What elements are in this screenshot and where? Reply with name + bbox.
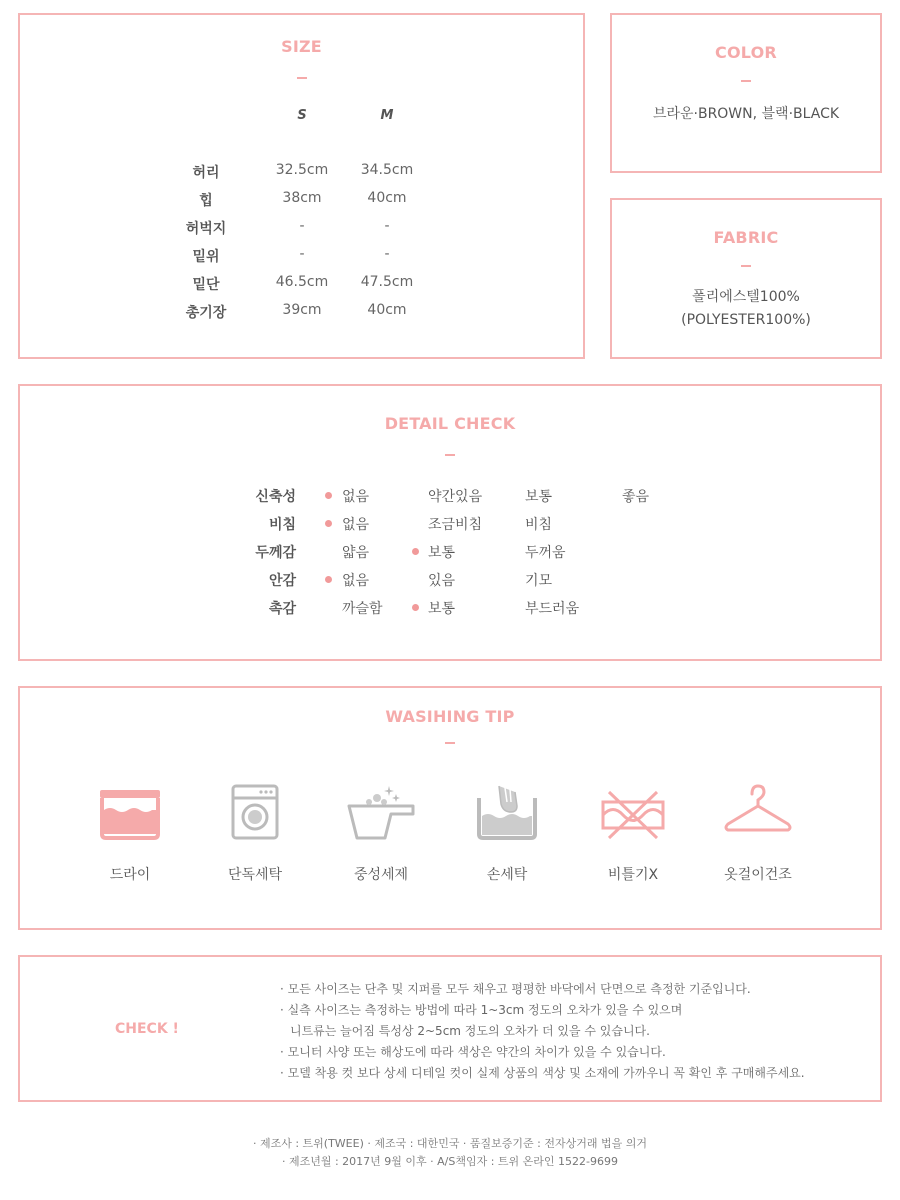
check-note: 니트류는 늘어짐 특성상 2~5cm 정도의 오차가 더 있을 수 있습니다. [290,1024,650,1038]
size-value-m: - [384,218,390,234]
color-section [610,13,882,173]
detail-option: 부드러움 [525,601,580,617]
detail-option: 두꺼움 [525,545,566,561]
size-row [20,162,583,190]
hand-wash-icon [467,784,547,844]
size-title: SIZE [281,37,322,56]
size-value-m: 34.5cm [360,162,414,178]
size-row-label: 힙 [199,193,213,209]
size-value-s: - [299,246,305,262]
check-note: · 실측 사이즈는 측정하는 방법에 따라 1~3cm 정도의 오차가 있을 수 있으며 [280,1003,683,1017]
size-row [20,218,583,246]
size-value-s: 46.5cm [275,274,329,290]
check-note: · 모든 사이즈는 단추 및 지퍼를 모두 채우고 평평한 바닥에서 단면으로 측정한 기준입니다. [280,982,751,996]
detail-option: 보통 [428,601,456,617]
size-section [18,13,585,359]
size-row-label: 총기장 [185,305,227,321]
detail-row-texture [20,598,880,626]
detail-row-lining [20,570,880,598]
detail-option: 비침 [525,517,553,533]
size-value-s: 32.5cm [275,162,329,178]
selected-dot-icon [412,548,419,555]
size-row [20,302,583,330]
washing-tip-title-dash [445,742,455,744]
size-row-label: 밑위 [192,249,220,265]
check-note: · 모니터 사양 또는 해상도에 따라 색상은 약간의 차이가 있을 수 있습니다. [280,1045,666,1059]
detail-row-label: 안감 [268,573,296,589]
size-row-label: 밑단 [192,277,220,293]
fabric-title-dash [741,265,751,267]
detail-row-label: 두께감 [255,545,296,561]
detail-option: 조금비침 [428,517,483,533]
wash-item-separate [200,784,310,894]
detail-option: 좋음 [622,489,650,505]
size-header-s: S [297,108,307,123]
footer-manufacturer-info: · 제조사 : 트위(TWEE) · 제조국 : 대한민국 · 품질보증기준 : 전자상거래 법을 의거 [252,1137,648,1150]
no-wring-icon [593,784,673,844]
check-note: · 모델 착용 컷 보다 상세 디테일 컷이 실제 상품의 색상 및 소재에 가까우니 꼭 확인 후 구매해주세요. [280,1066,805,1080]
size-value-m: 47.5cm [360,274,414,290]
wash-label: 비틀기X [607,867,659,883]
dry-clean-icon [90,784,170,844]
selected-dot-icon [325,492,332,499]
wash-item-detergent [326,784,436,894]
selected-dot-icon [325,576,332,583]
detail-option: 보통 [428,545,456,561]
size-value-s: 38cm [282,190,322,206]
wash-label: 단독세탁 [227,867,283,883]
detail-check-title: DETAIL CHECK [384,414,516,433]
wash-item-hanger [703,784,813,894]
detail-check-title-dash [445,454,455,456]
wash-label: 중성세제 [353,867,409,883]
size-value-s: - [299,218,305,234]
detail-option: 까슬함 [342,601,383,617]
hanger-icon [718,784,798,844]
selected-dot-icon [325,520,332,527]
detail-check-section [18,384,882,661]
size-row [20,274,583,302]
detail-row-sheer [20,514,880,542]
detail-row-label: 비침 [268,517,296,533]
size-header-m: M [380,108,394,123]
neutral-detergent-icon [341,784,421,844]
detail-row-label: 촉감 [268,601,296,617]
detail-row-thickness [20,542,880,570]
footer-date-as-info: · 제조년월 : 2017년 9월 이후 · A/S책임자 : 트위 온라인 1522-9699 [281,1155,619,1168]
color-value: 브라운·BROWN, 블랙·BLACK [652,106,840,122]
fabric-title: FABRIC [713,228,779,247]
wash-item-dry [75,784,185,894]
size-value-s: 39cm [282,302,322,318]
detail-option: 보통 [525,489,553,505]
detail-option: 있음 [428,573,456,589]
wash-label: 드라이 [109,867,151,883]
size-title-dash [297,77,307,79]
color-title: COLOR [715,43,777,62]
size-value-m: 40cm [367,190,407,206]
detail-row-label: 신축성 [255,489,296,505]
detail-option: 없음 [342,573,370,589]
size-value-m: 40cm [367,302,407,318]
fabric-value-line1: 폴리에스텔100% [692,289,800,305]
wash-item-handwash [452,784,562,894]
washing-tip-title: WASIHING TIP [385,707,515,726]
selected-dot-icon [412,604,419,611]
check-title: CHECK ! [115,1021,179,1037]
size-value-m: - [384,246,390,262]
check-section [18,955,882,1102]
size-row-label: 허리 [192,165,220,181]
fabric-section [610,198,882,359]
fabric-value-line2: (POLYESTER100%) [681,312,811,328]
detail-option: 기모 [525,573,553,589]
detail-option: 약간있음 [428,489,483,505]
detail-option: 얇음 [342,545,370,561]
wash-item-no-wring [578,784,688,894]
size-row [20,190,583,218]
washing-machine-icon [215,784,295,844]
washing-tip-section [18,686,882,930]
wash-label: 손세탁 [486,867,528,883]
detail-option: 없음 [342,489,370,505]
size-row-label: 허벅지 [185,221,227,237]
detail-row-stretch [20,486,880,514]
wash-label: 옷걸이건조 [724,867,792,883]
size-row [20,246,583,274]
detail-option: 없음 [342,517,370,533]
color-title-dash [741,80,751,82]
